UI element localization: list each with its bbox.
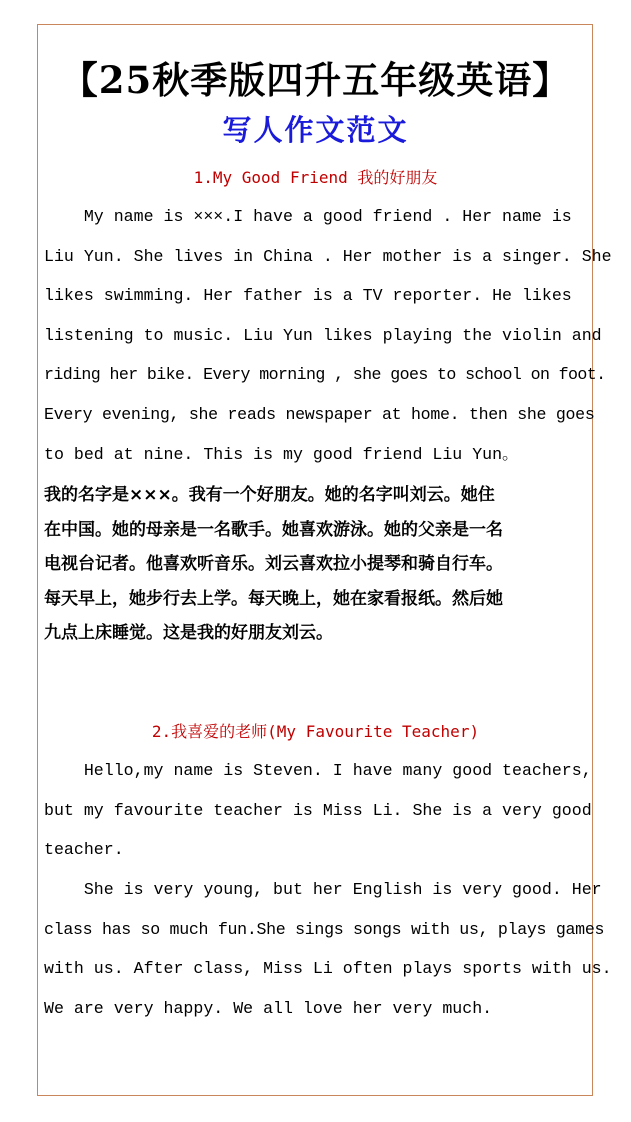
text-line: but my favourite teacher is Miss Li. She is a very good (44, 800, 592, 820)
text-line: 九点上床睡觉。这是我的好朋友刘云。 (44, 623, 333, 643)
text-line: 我的名字是×××。我有一个好朋友。她的名字叫刘云。她住 (44, 485, 495, 505)
essay1-heading: 1.My Good Friend 我的好朋友 (193, 168, 438, 187)
essay1-english (44, 197, 612, 474)
essay2-paragraph1 (44, 751, 604, 870)
text-line: She is very young, but her English is very good. Her (44, 880, 602, 899)
text-line: to bed at nine. This is my good friend Liu Yun。 (44, 444, 519, 464)
text-line: riding her bike. Every morning , she goes to school on foot. (44, 365, 606, 385)
text-line: class has so much fun.She sings songs with us, plays games (44, 919, 605, 939)
text-line: We are very happy. We all love her very much. (44, 998, 493, 1018)
text-line: 每天早上，她步行去上学。每天晚上，她在家看报纸。然后她 (44, 588, 503, 609)
essay2-paragraph2 (44, 870, 612, 1028)
page-subtitle: 写人作文范文 (222, 113, 409, 147)
page-title: 【25秋季版四升五年级英语】 (60, 58, 571, 102)
text-line: likes swimming. Her father is a TV reporter. He likes (44, 286, 572, 306)
text-line: My name is ×××.I have a good friend . Her name is (44, 207, 572, 226)
text-line: Liu Yun. She lives in China . Her mother is a singer. She (44, 246, 612, 266)
text-line: 电视台记者。他喜欢听音乐。刘云喜欢拉小提琴和骑自行车。 (44, 554, 503, 574)
text-line: listening to music. Liu Yun likes playing the violin and (44, 325, 602, 345)
text-line: teacher. (44, 840, 124, 860)
essay2-heading: 2.我喜爱的老师(My Favourite Teacher) (151, 722, 480, 741)
text-line: with us. After class, Miss Li often plays sports with us. (44, 959, 612, 979)
text-line: Every evening, she reads newspaper at home. then she goes (44, 404, 595, 424)
text-line: Hello,my name is Steven. I have many good teachers, (44, 761, 592, 780)
essay1-chinese (44, 478, 604, 651)
text-line: 在中国。她的母亲是一名歌手。她喜欢游泳。她的父亲是一名 (44, 519, 503, 540)
